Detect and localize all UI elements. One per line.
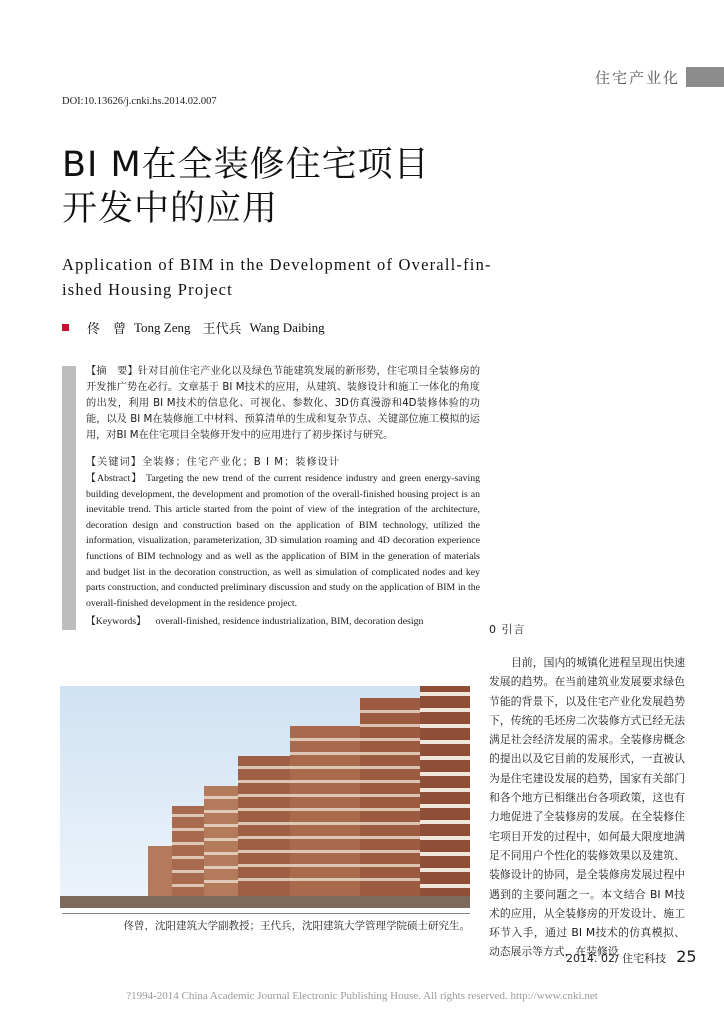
intro-body: 目前，国内的城镇化进程呈现出快速发展的趋势。在当前建筑业发展要求绿色节能的背景下，以及住宅产业化发展趋势下，传统的毛坯房二次装修方式已经无法满足社会经济发展的需求。全装修房概念的提出以及它目前的发展形式，一直被认为是住宅建设发展的趋势，国家有关部门和各个地方已相继出台各项政策，这也有力地促进了全装修房的发展。在全装修住宅项目开发的过程中，如何最大限度地满足不同用户个性化的装修效果以及建筑、装修设计的协同，是全装修房发展过程中遇到的主要问题之一。本文结合 BI M技术的应用，从全装修房的开发设计、施工环节入手，通过 BI M技术的仿真模拟、动态展示等方式，在装修设 <box>489 656 685 959</box>
section-tag <box>595 66 724 88</box>
keywords-cn-text: 全装修；住宅产业化；B I M；装修设计 <box>141 457 341 468</box>
copyright: ?1994-2014 China Academic Journal Electronic Publishing House. All rights reserved. http://www.cnki.net <box>126 990 598 1002</box>
abstract-en-text: Targeting the new trend of the current residence industry and green energy-saving building development, the development and promotion of the overall-finished housing project is an inevitable trend. This article started from the point of view of the integration of the architecture, decoration design and construction based on the application of BIM technology, utilized the information, visualization, parameterization, 3D simulation roaming and 4D decoration experience functions of BIM technology and as well as the application of BIM in the generation of materials and budget list in the decoration construction, as well as simulation of complicated nodes and key parts construction, and conducted preliminary discussion and study on the application of BIM in the overall-finished development in the residence project. <box>86 473 480 609</box>
author2-en: Wang Daibing <box>249 319 325 335</box>
keywords-en <box>86 614 480 630</box>
abstract-cn <box>86 364 480 444</box>
author1-en: Tong Zeng <box>134 319 191 335</box>
title-cn-line1: BI M在全装修住宅项目 <box>62 145 430 185</box>
abstract-en <box>86 471 480 611</box>
keywords-en-label: 【Keywords】 <box>86 616 146 627</box>
keywords-en-text: overall-finished, residence industrialization, BIM, decoration design <box>155 616 424 627</box>
title-cn <box>62 143 430 231</box>
author1-cn: 佟 曾 <box>87 322 127 337</box>
intro-heading: 0 引言 <box>489 623 526 636</box>
abstract-cn-text: 针对目前住宅产业化以及绿色节能建筑发展的新形势，住宅项目全装修房的开发推广势在必行。文章基于 BI M技术的应用，从建筑、装修设计和施工一体化的角度的出发，利用 BI M技术的信息化、可视化、参数化、3D仿真漫游和4D装修体验的功能，以及 BI M在装修施工中材料、预算清单的生成和复杂节点、关键部位施工模拟的运用，对BI M在住宅项目全装修开发中的应用进行了初步探讨与研究。 <box>86 366 481 441</box>
page-footer <box>566 947 697 966</box>
abstract-cn-label: 【摘 要】 <box>86 366 138 377</box>
footnote-rule <box>62 913 470 914</box>
page-number: 25 <box>676 947 697 966</box>
abstract-side-bar <box>62 366 76 630</box>
author2-cn: 王代兵 <box>202 322 242 337</box>
keywords-cn-label: 【关键词】 <box>86 457 142 468</box>
doi[interactable]: DOI:10.13626/j.cnki.hs.2014.02.007 <box>62 96 217 107</box>
journal-issue: 2014. 02/ 住宅科技 <box>566 952 667 965</box>
title-cn-line2: 开发中的应用 <box>62 189 279 229</box>
building-photo-illustration <box>60 686 470 908</box>
abstract-box <box>62 364 480 630</box>
section-bar <box>686 67 724 87</box>
building-photo <box>60 686 470 908</box>
author-bullet-icon <box>62 324 69 331</box>
abstract-en-label: 【Abstract】 <box>86 473 143 484</box>
authors <box>62 318 337 337</box>
title-en: Application of BIM in the Development of Overall-fin-ished Housing Project <box>62 255 492 299</box>
keywords-cn <box>86 455 480 471</box>
section-title: 住宅产业化 <box>594 68 680 87</box>
author-footnote: 佟曾，沈阳建筑大学副教授；王代兵，沈阳建筑大学管理学院硕士研究生。 <box>123 920 470 932</box>
